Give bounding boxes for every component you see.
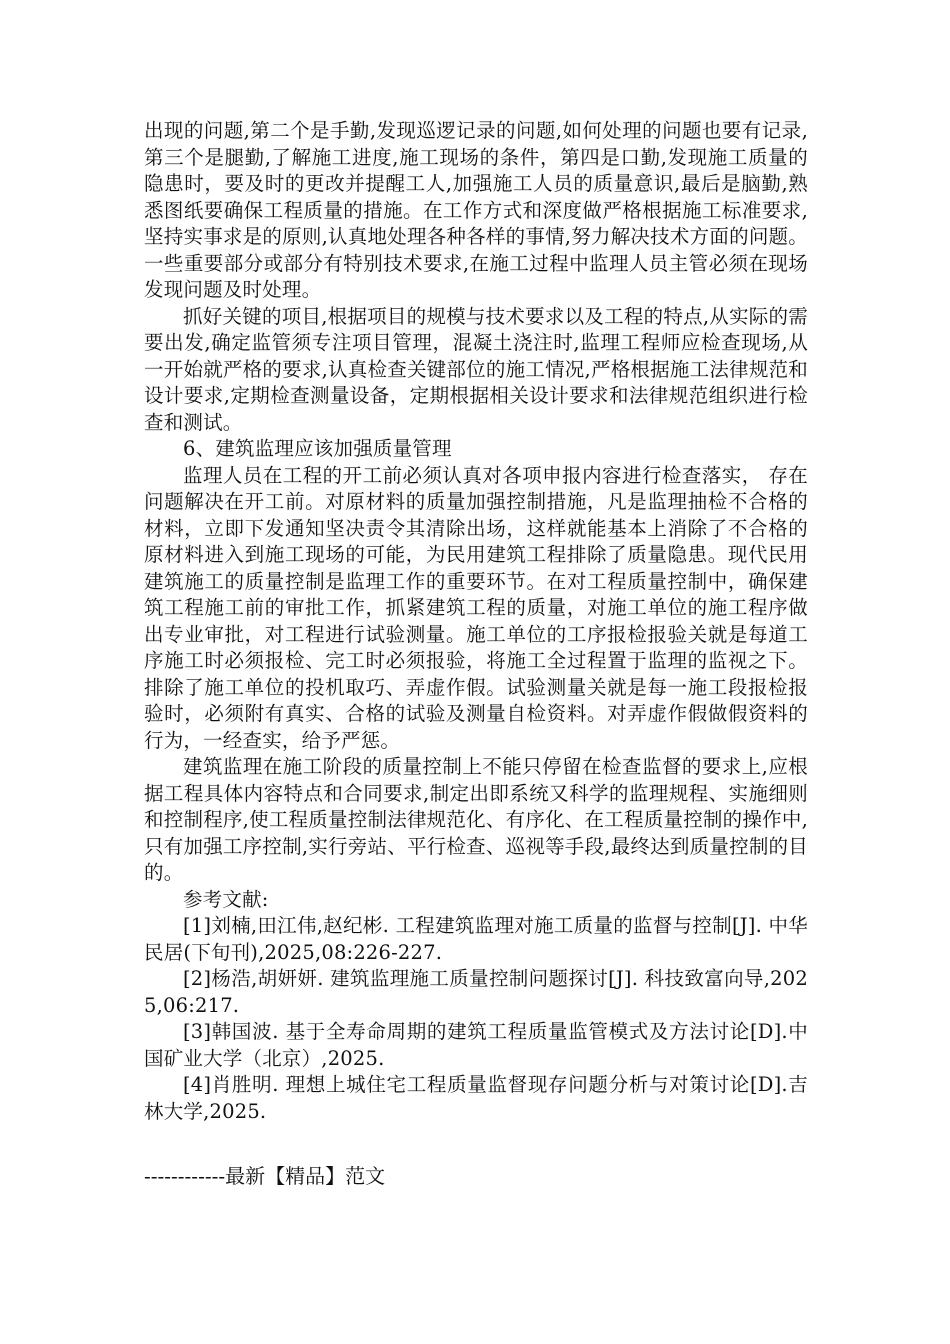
section-heading: 6、建筑监理应该加强质量管理 xyxy=(183,437,452,460)
reference-item-3: [3]韩国波. 基于全寿命周期的建筑工程质量监管模式及方法讨论[D].中国矿业大学（北京）,2025. xyxy=(144,1020,808,1070)
references-heading: 参考文献: xyxy=(183,887,269,911)
body-paragraph-4: 建筑监理在施工阶段的质量控制上不能只停留在检查监督的要求上,应根据工程具体内容特点和合同要求,制定出即系统又科学的监理规程、实施细则和控制程序,使工程质量控制法律规范化、有序化、在工程质量控制的操作中,只有加强工序控制,实行旁站、平行检查、巡视等手段,最终达到质量控制的目的。 xyxy=(144,755,808,884)
document-page xyxy=(144,118,808,1125)
reference-item-4: [4]肖胜明. 理想上城住宅工程质量监督现存问题分析与对策讨论[D].吉林大学,2025. xyxy=(144,1073,808,1123)
reference-item-2: [2]杨浩,胡妍妍. 建筑监理施工质量控制问题探讨[J]. 科技致富向导,2025,06:217. xyxy=(144,967,808,1017)
reference-item-1: [1]刘楠,田江伟,赵纪彬. 工程建筑监理对施工质量的监督与控制[J]. 中华民居(下旬刊),2025,08:226-227. xyxy=(144,914,808,964)
body-paragraph-1: 出现的问题,第二个是手勤,发现巡逻记录的问题,如何处理的问题也要有记录,第三个是腿勤,了解施工进度,施工现场的条件，第四是口勤,发现施工质量的隐患时，要及时的更改并提醒工人,加强施工人员的质量意识,最后是脑勤,熟悉图纸要确保工程质量的措施。在工作方式和深度做严格根据施工标准要求,坚持实事求是的原则,认真地处理各种各样的事情,努力解决技术方面的问题。一些重要部分或部分有特别技术要求,在施工过程中监理人员主管必须在现场发现问题及时处理。 xyxy=(144,119,808,301)
body-paragraph-2: 抓好关键的项目,根据项目的规模与技术要求以及工程的特点,从实际的需要出发,确定监管须专注项目管理，混凝土浇注时,监理工程师应检查现场,从一开始就严格的要求,认真检查关键部位的施工情况,严格根据施工法律规范和设计要求,定期检查测量设备，定期根据相关设计要求和法律规范组织进行检查和测试。 xyxy=(144,304,808,434)
footer-label: ------------最新【精品】范文 xyxy=(144,1164,386,1188)
body-paragraph-3: 监理人员在工程的开工前必须认真对各项申报内容进行检查落实， 存在问题解决在开工前。对原材料的质量加强控制措施，凡是监理抽检不合格的材料，立即下发通知坚决责令其清除出场，这样就能基本上消除了不合格的原材料进入到施工现场的可能，为民用建筑工程排除了质量隐患。现代民用建筑施工的质量控制是监理工作的重要环节。在对工程质量控制中，确保建筑工程施工前的审批工作，抓紧建筑工程的质量，对施工单位的施工程序做出专业审批，对工程进行试验测量。施工单位的工序报检报验关就是每道工序施工时必须报检、完工时必须报验，将施工全过程置于监理的监视之下。排除了施工单位的投机取巧、弄虚作假。试验测量关就是每一施工段报检报验时，必须附有真实、合格的试验及测量自检资料。对弄虚作假做假资料的行为，一经查实，给予严惩。 xyxy=(144,463,808,752)
